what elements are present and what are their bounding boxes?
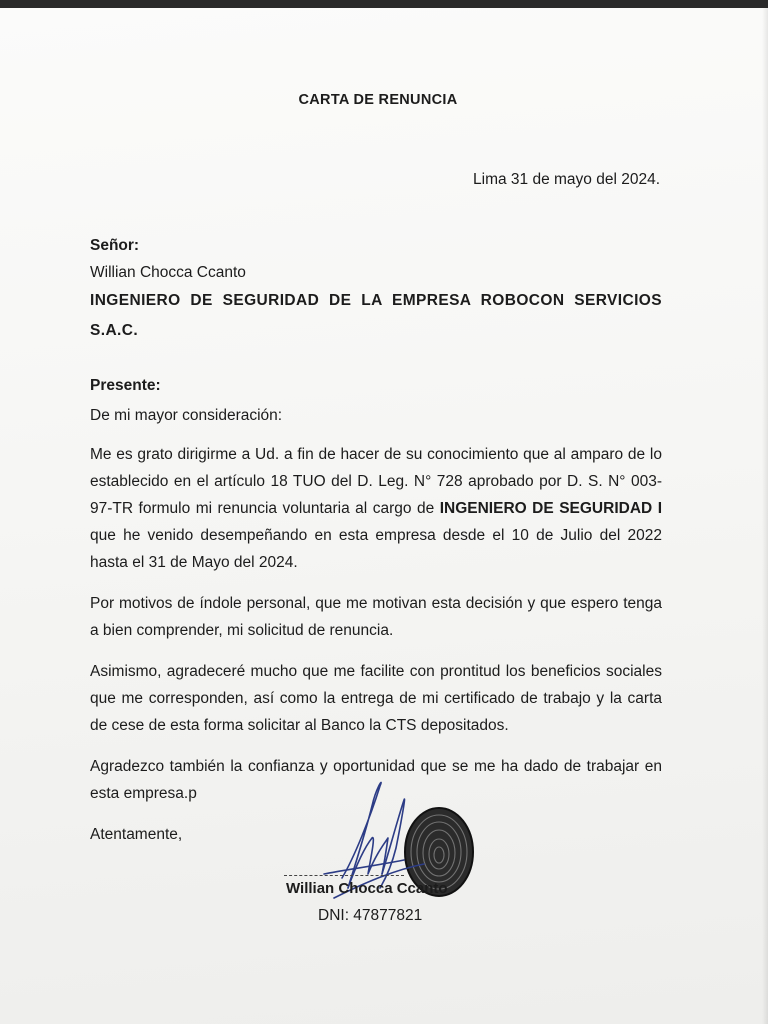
greeting: De mi mayor consideración: — [90, 407, 283, 424]
closing: Atentamente, — [90, 826, 183, 843]
letter-title: CARTA DE RENUNCIA — [298, 92, 458, 108]
paragraph-4: Agradezco también la confianza y oportunidad que se me ha dado de trabajar en esta empresa.p — [90, 758, 662, 802]
paragraph-1 — [90, 441, 662, 576]
signature-name: Willian Chocca Ccanto — [286, 880, 448, 897]
paragraph-1-part2: que he venido desempeñando en esta empresa desde el 10 de Julio del 2022 hasta el 31 de Mayo del 2024. — [90, 527, 662, 571]
date-line: Lima 31 de mayo del 2024. — [473, 171, 660, 188]
addressee-position-line1: INGENIERO DE SEGURIDAD DE LA EMPRESA ROBOCON SERVICIOS — [90, 292, 662, 309]
letter-page — [0, 8, 768, 1024]
addressee-block — [90, 232, 662, 346]
paragraph-2: Por motivos de índole personal, que me motivan esta decisión y que espero tenga a bien comprender, mi solicitud de renuncia. — [90, 595, 662, 639]
signature-dni: DNI: 47877821 — [318, 907, 423, 924]
addressee-position-line2: S.A.C. — [90, 322, 139, 339]
presente-label: Presente: — [90, 377, 161, 394]
signature-line — [284, 875, 404, 876]
salutation: Señor: — [90, 237, 140, 254]
paragraph-3: Asimismo, agradeceré mucho que me facilite con prontitud los beneficios sociales que me corresponden, así como la entrega de mi certificado de trabajo y la carta de cese de esta forma solicitar al Banco la CTS depositados. — [90, 663, 662, 734]
page-edge-shadow — [762, 8, 768, 1024]
position-highlight: INGENIERO DE SEGURIDAD I — [439, 500, 662, 517]
addressee-name: Willian Chocca Ccanto — [90, 264, 246, 281]
paragraph-1-part1: Me es grato dirigirme a Ud. a fin de hacer de su conocimiento que al amparo de lo establecido en el artículo 18 TUO del D. Leg. N° 728 aprobado por D. S. N° 003-97-TR formulo mi renuncia voluntaria al cargo de — [90, 446, 662, 517]
